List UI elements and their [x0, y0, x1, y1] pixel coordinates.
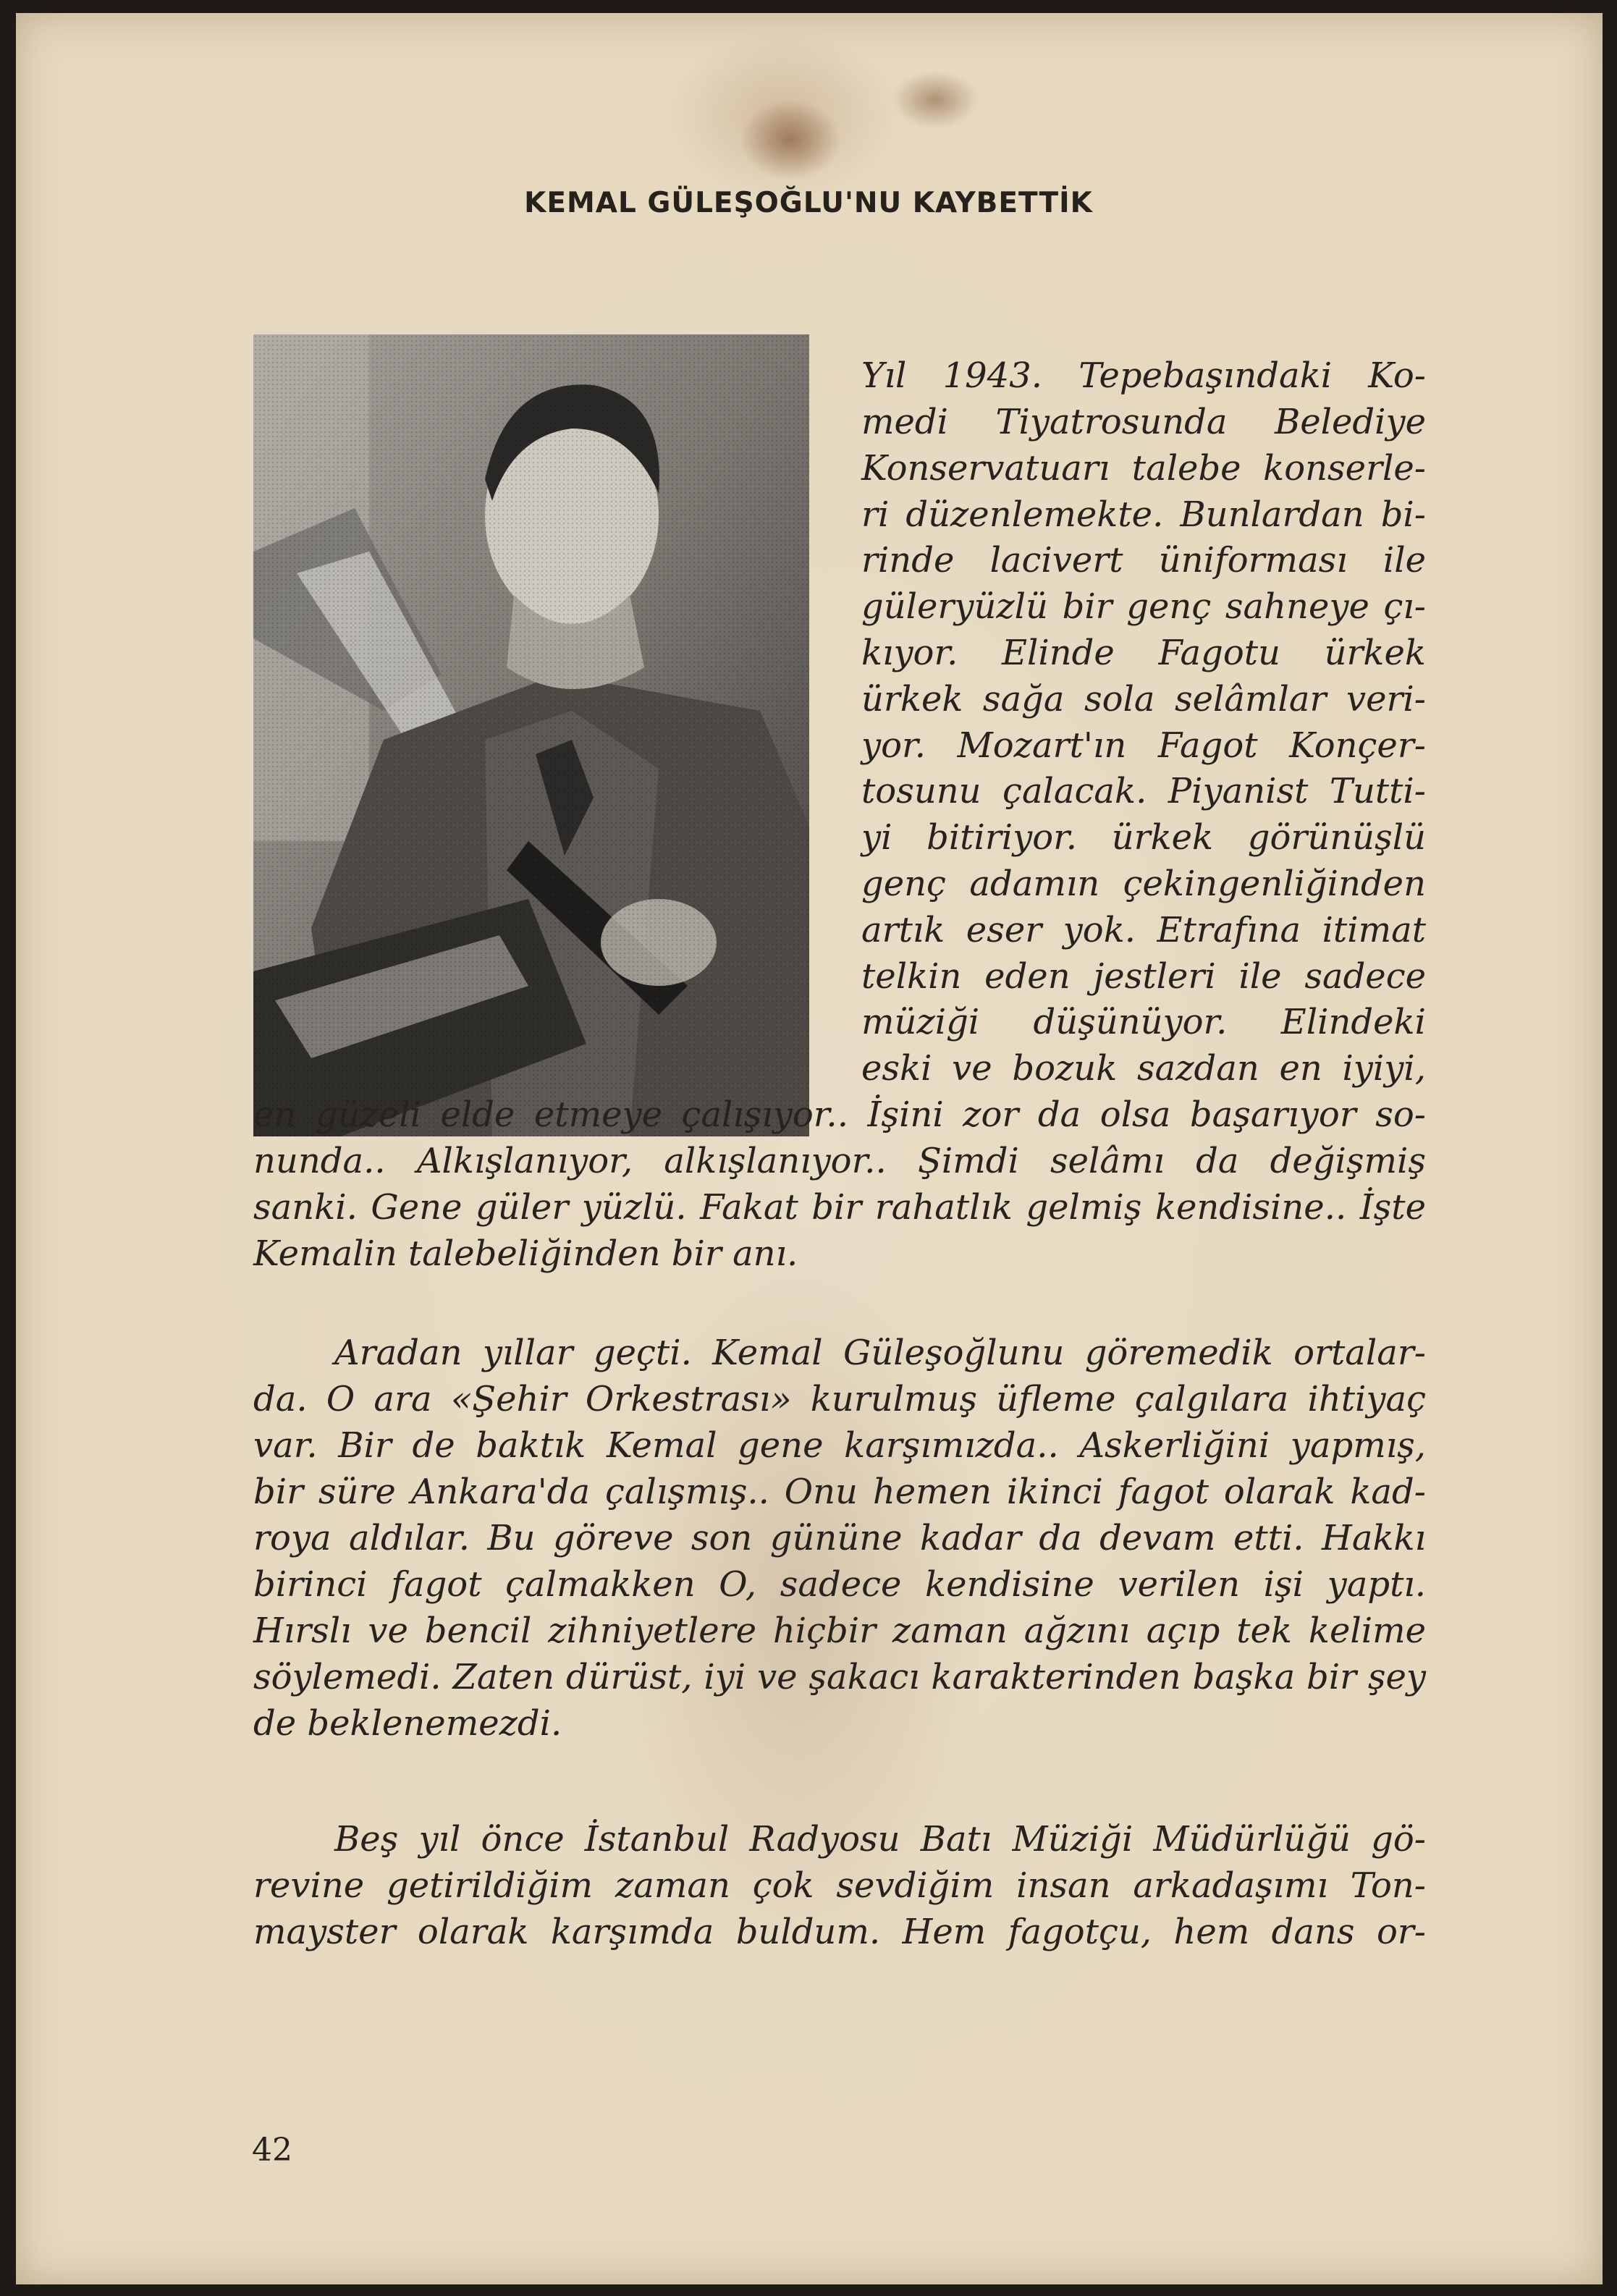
paragraph-2-line: Aradan yıllar geçti. Kemal Güleşoğlunu göremedik ortalar- [334, 1333, 1426, 1373]
intro-line: kıyor. Elinde Fagotu ürkek [861, 633, 1426, 673]
intro-line: rinde lacivert üniforması ile [861, 540, 1426, 581]
intro-cont-line: en güzeli elde etmeye çalışıyor.. İşini zor da olsa başarıyor so- [253, 1094, 1426, 1135]
intro-line: yor. Mozart'ın Fagot Konçer- [861, 725, 1426, 766]
portrait-illustration [253, 334, 809, 1136]
intro-line: Konservatuarı talebe konserle- [861, 448, 1426, 489]
paragraph-2-line: bir süre Ankara'da çalışmış.. Onu hemen ikinci fagot olarak kad- [253, 1472, 1426, 1512]
paragraph-2-line: de beklenemezdi. [253, 1703, 562, 1744]
paragraph-2-line: birinci fagot çalmakken O, sadece kendisine verilen işi yaptı. [253, 1564, 1426, 1605]
intro-line: telkin eden jestleri ile sadece [861, 956, 1426, 997]
intro-line: tosunu çalacak. Piyanist Tutti- [861, 771, 1426, 811]
paragraph-2-line: söylemedi. Zaten dürüst, iyi ve şakacı karakterinden başka bir şey [253, 1657, 1426, 1697]
paragraph-2-line: var. Bir de baktık Kemal gene karşımızda.. Askerliğini yapmış, [253, 1425, 1426, 1466]
article-title: KEMAL GÜLEŞOĞLU'NU KAYBETTİK [524, 187, 1093, 219]
intro-cont-line: nunda.. Alkışlanıyor, alkışlanıyor.. Şimdi selâmı da değişmiş [253, 1141, 1426, 1181]
paragraph-2-line: Hırslı ve bencil zihniyetlere hiçbir zaman ağzını açıp tek kelime [253, 1611, 1426, 1651]
paragraph-3-line: Beş yıl önce İstanbul Radyosu Batı Müziği Müdürlüğü gö- [334, 1819, 1426, 1860]
intro-cont-line: Kemalin talebeliğinden bir anı. [253, 1233, 798, 1274]
portrait-photo [253, 334, 809, 1136]
intro-line: artık eser yok. Etrafına itimat [861, 910, 1426, 950]
intro-line: medi Tiyatrosunda Belediye [861, 402, 1426, 442]
paragraph-2-line: roya aldılar. Bu göreve son gününe kadar da devam etti. Hakkı [253, 1518, 1426, 1558]
intro-line: müziği düşünüyor. Elindeki [861, 1002, 1426, 1042]
intro-line: genç adamın çekingenliğinden [861, 864, 1426, 904]
intro-cont-line: sanki. Gene güler yüzlü. Fakat bir rahatlık gelmiş kendisine.. İşte [253, 1187, 1426, 1228]
intro-line: ürkek sağa sola selâmlar veri- [861, 679, 1426, 719]
paragraph-3-line: revine getirildiğim zaman çok sevdiğim insan arkadaşımı Ton- [253, 1865, 1426, 1906]
intro-line: Yıl 1943. Tepebaşındaki Ko- [861, 355, 1426, 396]
paragraph-3-line: mayster olarak karşımda buldum. Hem fagotçu, hem dans or- [253, 1912, 1426, 1952]
intro-line: yi bitiriyor. ürkek görünüşlü [861, 817, 1426, 858]
paragraph-2-line: da. O ara «Şehir Orkestrası» kurulmuş üfleme çalgılara ihtiyaç [253, 1379, 1426, 1419]
intro-line: güleryüzlü bir genç sahneye çı- [861, 586, 1426, 627]
intro-line: ri düzenlemekte. Bunlardan bi- [861, 494, 1426, 535]
intro-line: eski ve bozuk sazdan en iyiyi, [861, 1048, 1426, 1089]
page-number: 42 [252, 2132, 292, 2169]
